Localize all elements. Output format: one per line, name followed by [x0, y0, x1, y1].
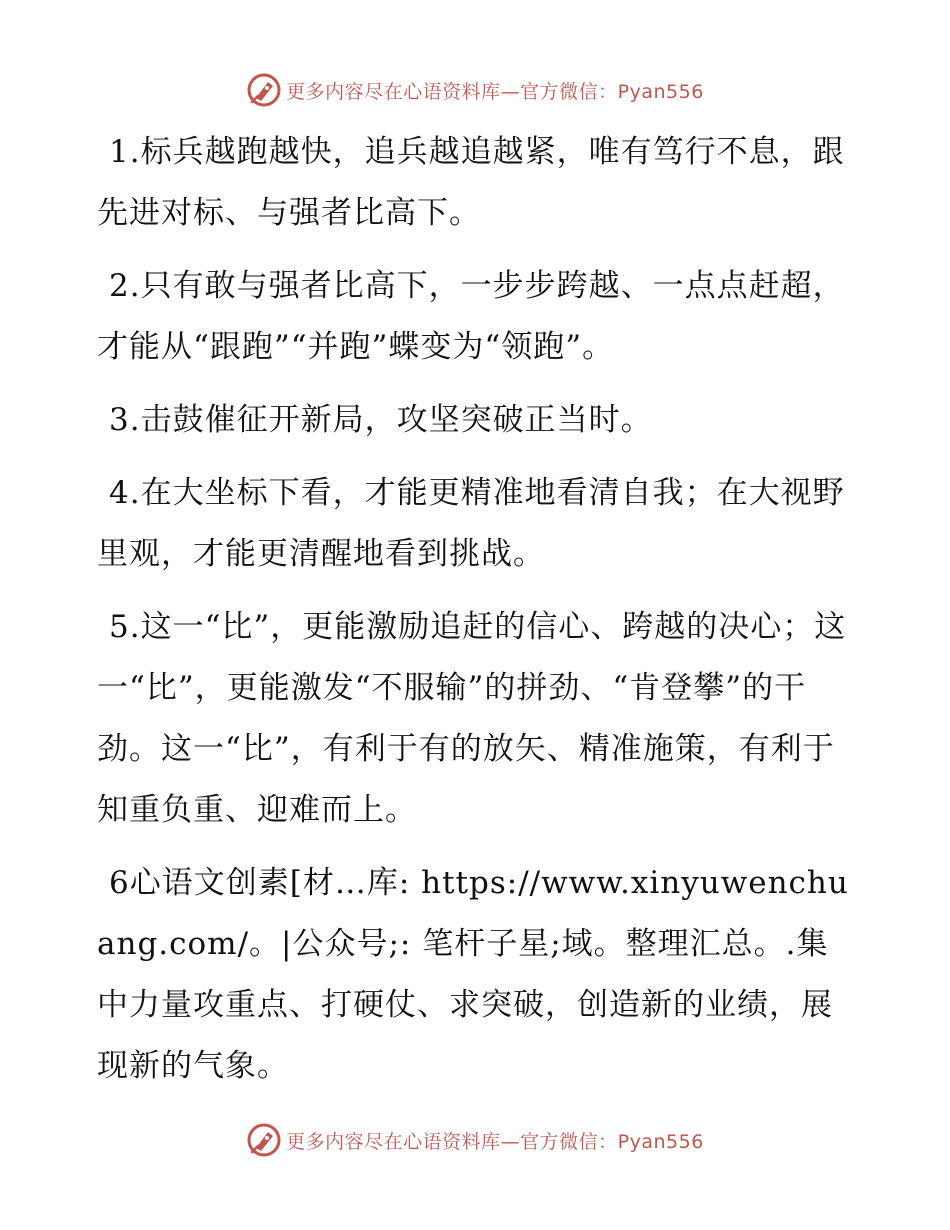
paragraph-3: 3.击鼓催征开新局，攻坚突破正当时。	[109, 402, 653, 438]
footer-banner	[0, 1120, 950, 1160]
paragraph-6: 6心语文创素[材…库: https://www.xinyuwenchuang.com/。|公众号;: 笔杆子星;域。整理汇总。.集中力量攻重点、打硬仗、求突破，创造新的业绩，展现新的气象。	[97, 865, 849, 1084]
pen-nib-logo-icon	[246, 72, 282, 108]
document-body	[97, 122, 857, 1109]
paragraph-5: 5.这一“比”，更能激励追赶的信心、跨越的决心；这一“比”，更能激发“不服输”的拼劲、“肯登攀”的干劲。这一“比”，有利于有的放矢、精准施策，有利于知重负重、迎难而上。	[97, 609, 847, 828]
footer-banner-text: 更多内容尽在心语资料库—官方微信：Pyan556	[286, 1130, 704, 1153]
pen-nib-logo-icon	[246, 1122, 282, 1158]
paragraph-4: 4.在大坐标下看，才能更精准地看清自我；在大视野里观，才能更清醒地看到挑战。	[97, 475, 845, 572]
paragraph-1: 1.标兵越跑越快，追兵越追越紧，唯有笃行不息，跟先进对标、与强者比高下。	[97, 134, 845, 231]
header-banner	[0, 70, 950, 110]
paragraph-2: 2.只有敢与强者比高下，一步步跨越、一点点赶超，才能从“跟跑”“并跑”蝶变为“领跑”。	[97, 268, 845, 365]
header-banner-text: 更多内容尽在心语资料库—官方微信：Pyan556	[286, 80, 704, 103]
